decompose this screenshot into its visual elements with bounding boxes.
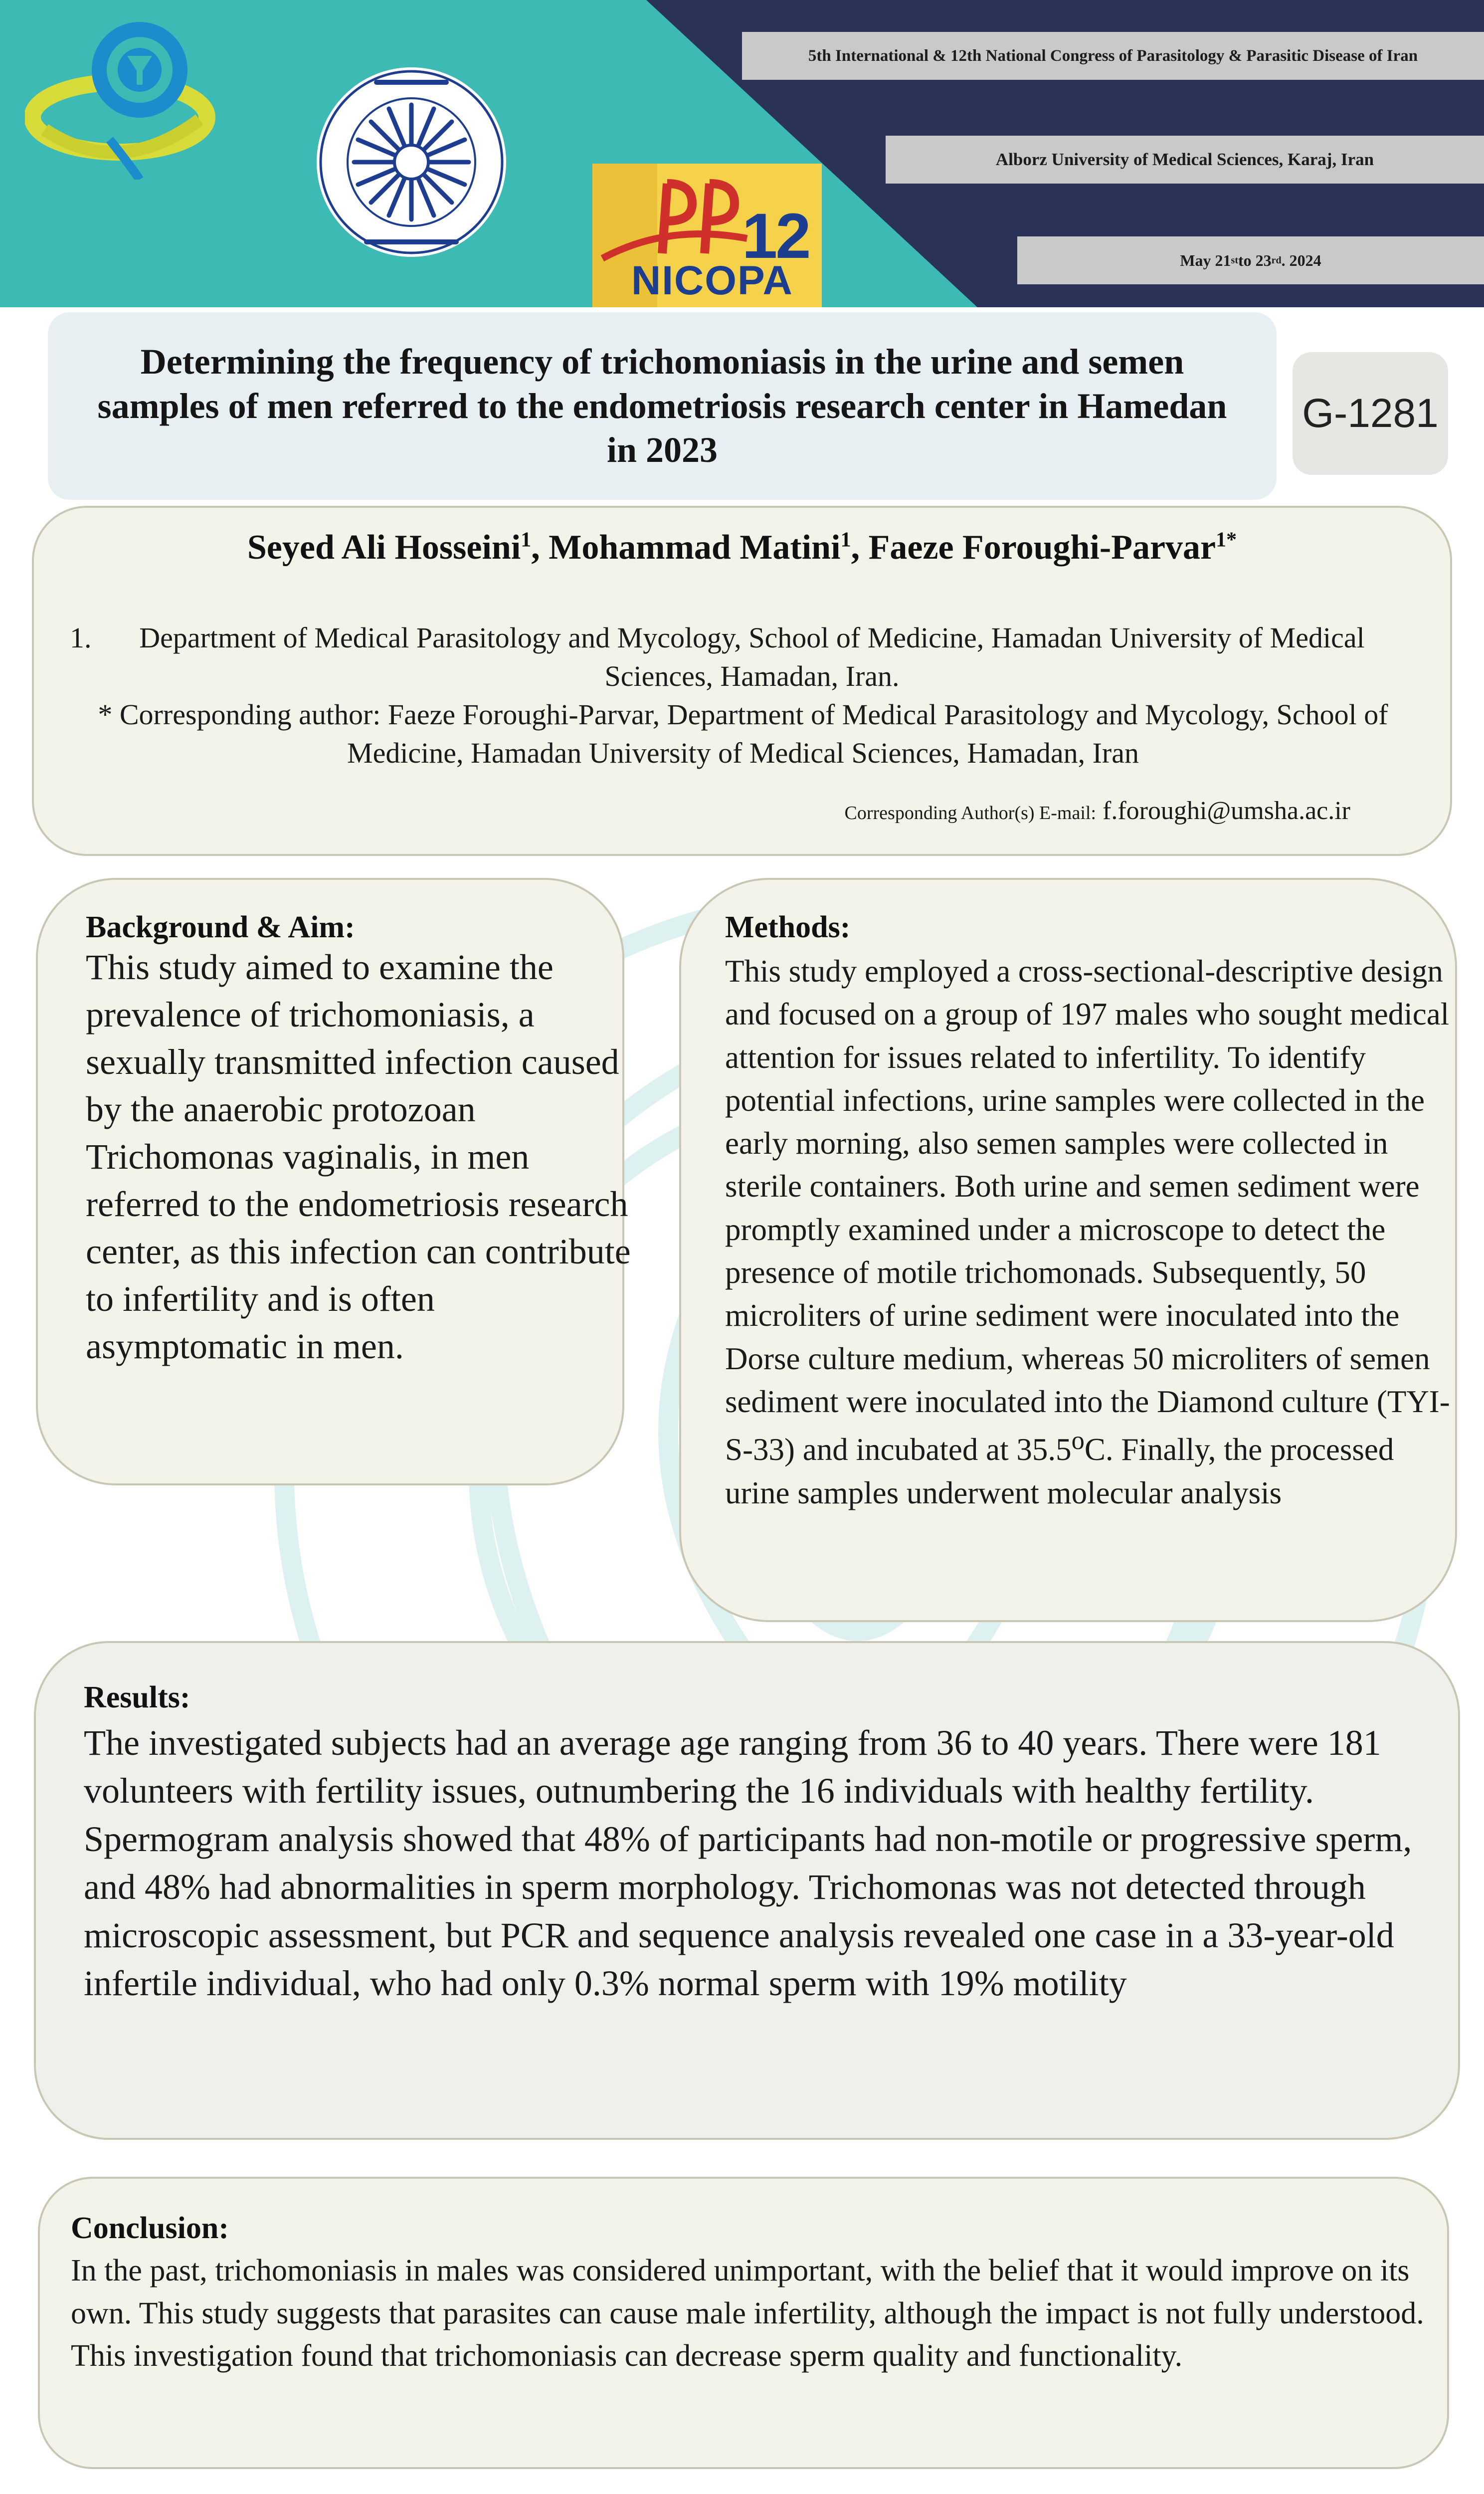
header-banner (0, 0, 1484, 307)
host-university-bar: Alborz University of Medical Sciences, Karaj, Iran (886, 136, 1484, 184)
congress-logo-icon (25, 15, 224, 180)
background-text: This study aimed to examine the prevalence of trichomoniasis, a sexually transmitted infection caused by the anaerobic protozoan Trichomonas vaginalis, in men referred to the endometriosis research center, as this infection can contribute to infertility and is often asymptomatic in men. (86, 947, 631, 1367)
author-name: Seyed Ali Hosseini (247, 528, 521, 567)
authors-line (34, 528, 1450, 568)
conclusion-heading: Conclusion: (71, 2211, 229, 2245)
affiliation-number: 1. (70, 622, 92, 654)
poster-code-badge: G-1281 (1293, 352, 1448, 475)
results-section (34, 1641, 1460, 2140)
congress-name-bar: 5th International & 12th National Congress of Parasitology & Parasitic Disease of Iran (742, 32, 1484, 80)
methods-text: This study employed a cross-sectional-descriptive design and focused on a group of 197 males who sought medical attention for issues related to infertility. To identify potential infections, urine samples were collected in the early morning, also semen samples were collected in sterile containers. Both urine and semen sediment were promptly examined under a microscope to detect the presence of motile trichomonads. Subsequently, 50 microliters of urine sediment were inoculated into the Dorse culture medium, whereas 50 microliters of semen sediment were inoculated into the Diamond culture (TYI-S-33) and incubated at 35.5$^o$C. Finally, the processed urine samples underwent molecular analysis (725, 954, 1450, 1510)
author-separator: , (851, 528, 869, 567)
background-heading: Background & Aim: (86, 910, 355, 944)
affiliation-block (70, 619, 1416, 773)
authors-box (32, 506, 1452, 856)
nicopa-name: NICOPA (631, 258, 793, 303)
author-affiliation-mark: 1 (840, 528, 851, 552)
email-line (845, 796, 1350, 826)
degree-mark: o (1071, 1426, 1085, 1455)
conclusion-text: In the past, trichomoniasis in males was considered unimportant, with the belief that it would improve on its own. This study suggests that parasites can cause male infertility, although the impact is not fully understood. This investigation found that trichomoniasis can decrease sperm quality and functionality. (71, 2254, 1424, 2373)
corresponding-author-text: * Corresponding author: Faeze Foroughi-Parvar, Department of Medical Parasitology and Mycology, School of Medicine, Hamadan University of Medical Sciences, Hamadan, Iran (98, 698, 1388, 770)
nicopa-number: 12 (742, 201, 809, 272)
title-box (48, 312, 1277, 500)
methods-heading: Methods: (725, 910, 851, 944)
affiliation-text: Department of Medical Parasitology and Mycology, School of Medicine, Hamadan University of Medical Sciences, Hamadan, Iran. (139, 622, 1365, 693)
parasitology-society-seal-icon (314, 65, 509, 259)
background-section (36, 878, 631, 1485)
congress-date-bar: May 21 st to 23 rd . 2024 (1017, 236, 1484, 284)
author-separator: , (531, 528, 549, 567)
author-affiliation-mark: 1* (1216, 528, 1237, 552)
author-affiliation-mark: 1 (521, 528, 532, 552)
methods-section (679, 878, 1457, 1622)
conclusion-section (38, 2177, 1449, 2469)
results-text: The investigated subjects had an average age ranging from 36 to 40 years. There were 181 volunteers with fertility issues, outnumbering the 16 individuals with healthy fertility. Spermogram analysis showed that 48% of participants had non-motile or progressive sperm, and 48% had abnormalities in sperm morphology. Trichomonas was not detected through microscopic assessment, but PCR and sequence analysis revealed one case in a 33-year-old infertile individual, who had only 0.3% normal sperm with 19% motility (84, 1723, 1412, 2004)
email-label: Corresponding Author(s) E-mail: (844, 803, 1097, 824)
poster-title: Determining the frequency of trichomoniasis in the urine and semen samples of men referred to the endometriosis research center in Hamedan in 2023 (97, 342, 1227, 470)
author-name: Mohammad Matini (549, 528, 841, 567)
email-address: f.foroughi@umsha.ac.ir (1103, 797, 1350, 825)
author-name: Faeze Foroughi-Parvar (868, 528, 1216, 567)
nicopa-logo-icon (592, 164, 822, 307)
results-heading: Results: (84, 1680, 190, 1714)
